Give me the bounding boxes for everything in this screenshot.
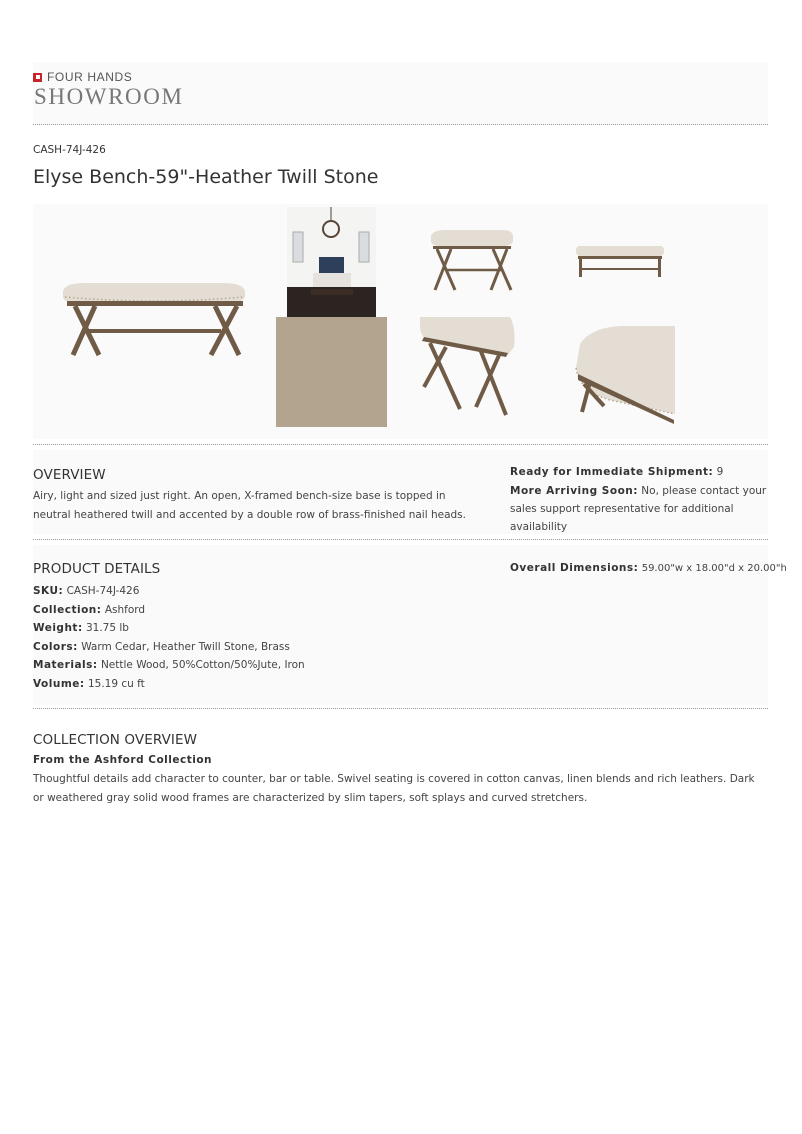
showroom-wordmark: SHOWROOM bbox=[34, 84, 184, 109]
brand-name: FOUR HANDS bbox=[47, 70, 133, 84]
detail-row-materials bbox=[33, 656, 473, 675]
detail-row-sku bbox=[33, 582, 473, 601]
collection-subheading: From the Ashford Collection bbox=[33, 754, 213, 766]
divider bbox=[33, 124, 768, 125]
more-arriving-value: No, please contact your sales support representative for additional availability bbox=[510, 485, 767, 533]
product-title: Elyse Bench-59"-Heather Twill Stone bbox=[33, 166, 379, 188]
overview-heading: OVERVIEW bbox=[33, 467, 106, 483]
main-product-image bbox=[55, 269, 253, 369]
detail-value: Nettle Wood, 50%Cotton/50%Jute, Iron bbox=[100, 659, 305, 671]
detail-label: Volume: bbox=[33, 677, 85, 690]
dimensions-label: Overall Dimensions: bbox=[510, 562, 639, 574]
brand-logo-icon bbox=[33, 73, 42, 82]
product-details-section bbox=[33, 545, 787, 705]
fabric-swatch bbox=[276, 317, 387, 427]
product-detail-image-2 bbox=[570, 324, 675, 429]
product-side-image bbox=[574, 244, 666, 280]
overview-section bbox=[33, 450, 768, 534]
product-details-list bbox=[33, 582, 473, 693]
more-arriving bbox=[510, 482, 768, 536]
detail-value: Warm Cedar, Heather Twill Stone, Brass bbox=[81, 640, 290, 653]
detail-label: Materials: bbox=[33, 659, 98, 671]
divider bbox=[33, 708, 768, 709]
product-detail-image-1 bbox=[420, 317, 516, 417]
detail-value: Ashford bbox=[104, 603, 146, 616]
collection-heading: COLLECTION OVERVIEW bbox=[33, 732, 198, 748]
lifestyle-image bbox=[287, 207, 376, 317]
header bbox=[33, 62, 768, 124]
collection-text: Thoughtful details add character to counter, bar or table. Swivel seating is covered in cotton canvas, linen blends and rich leathers. Dark or weathered gray solid wood frames are characterized by slim tapers, soft splays and curved stretchers. bbox=[33, 773, 755, 804]
ready-shipment-value: 9 bbox=[716, 466, 724, 478]
detail-label: Colors: bbox=[33, 640, 78, 653]
detail-row-colors bbox=[33, 638, 473, 657]
overview-text: Airy, light and sized just right. An open, X-framed bench-size base is topped in neutral heathered twill and accented by a double row of brass-finished nail heads. bbox=[33, 490, 466, 521]
detail-value: 15.19 cu ft bbox=[87, 677, 145, 690]
product-details-heading: PRODUCT DETAILS bbox=[33, 561, 161, 577]
detail-row-collection bbox=[33, 601, 473, 620]
detail-label: SKU: bbox=[33, 585, 64, 597]
product-angle-image bbox=[427, 226, 517, 296]
product-sku: CASH-74J-426 bbox=[33, 144, 106, 156]
overall-dimensions bbox=[510, 559, 787, 579]
detail-label: Weight: bbox=[33, 622, 83, 634]
divider bbox=[33, 539, 768, 540]
ready-shipment-label: Ready for Immediate Shipment: bbox=[510, 466, 714, 478]
detail-row-volume bbox=[33, 675, 473, 694]
brand bbox=[33, 70, 132, 84]
detail-value: CASH-74J-426 bbox=[66, 585, 140, 597]
detail-value: 31.75 lb bbox=[85, 622, 129, 634]
more-arriving-label: More Arriving Soon: bbox=[510, 485, 638, 497]
detail-label: Collection: bbox=[33, 603, 102, 616]
detail-row-weight bbox=[33, 619, 473, 638]
ready-shipment bbox=[510, 463, 768, 482]
collection-section bbox=[33, 714, 768, 814]
product-gallery bbox=[33, 204, 768, 439]
dimensions-value: 59.00"w x 18.00"d x 20.00"h bbox=[641, 563, 787, 574]
divider bbox=[33, 444, 768, 445]
